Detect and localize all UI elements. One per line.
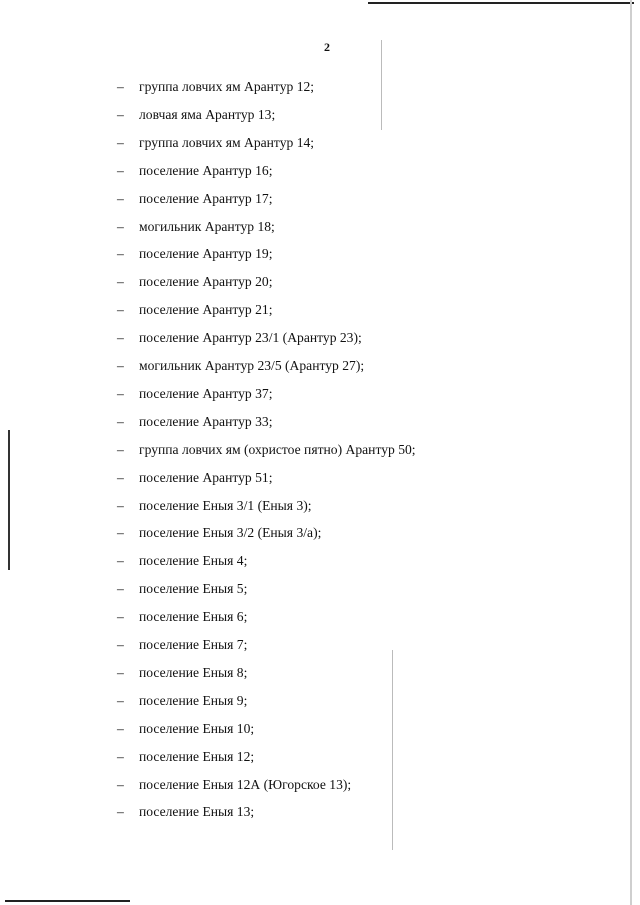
list-item — [117, 160, 537, 182]
list-bullet: – — [117, 637, 124, 652]
list-item-text: поселение Еныя 10; — [139, 720, 255, 736]
list-item — [117, 383, 537, 405]
list-bullet: – — [117, 553, 124, 569]
list-item — [117, 104, 537, 126]
list-bullet: – — [117, 748, 124, 764]
list-item-text: поселение Еныя 9; — [139, 692, 248, 708]
list-item — [117, 662, 537, 684]
list-item-text: поселение Еныя 7; — [139, 637, 248, 652]
list-item-text: поселение Арантур 20; — [139, 274, 273, 290]
list-item-text: поселение Арантур 51; — [139, 469, 273, 485]
list-bullet: – — [117, 413, 124, 429]
list-item — [117, 690, 537, 712]
list-item — [117, 801, 537, 823]
list-bullet: – — [117, 218, 124, 234]
list-item-text: поселение Еныя 3/2 (Еныя 3/а); — [139, 525, 322, 541]
list-item-text: группа ловчих ям Арантур 12; — [139, 79, 315, 94]
list-bullet: – — [117, 776, 124, 792]
list-item-text: могильник Арантур 23/5 (Арантур 27); — [139, 358, 365, 373]
list-bullet: – — [117, 720, 124, 736]
list-item-text: поселение Арантур 16; — [139, 162, 273, 178]
page-number: 2 — [324, 40, 330, 54]
scan-edge-right — [630, 0, 632, 905]
list-bullet: – — [117, 497, 124, 513]
list-bullet: – — [117, 664, 124, 680]
list-item — [117, 467, 537, 489]
list-bullet: – — [117, 302, 124, 318]
list-item — [117, 188, 537, 210]
list-item-text: поселение Арантур 23/1 (Арантур 23); — [139, 330, 362, 346]
list-item — [117, 578, 537, 600]
list-bullet: – — [117, 804, 124, 820]
list-item — [117, 411, 537, 433]
scan-mark-left — [8, 430, 10, 570]
list-bullet: – — [117, 609, 124, 625]
list-item — [117, 439, 537, 461]
list-item-text: поселение Еныя 12; — [139, 748, 255, 764]
list-item — [117, 495, 537, 517]
list-bullet: – — [117, 162, 124, 178]
list-item — [117, 216, 537, 238]
list-item-text: ловчая яма Арантур 13; — [139, 106, 276, 122]
list-item — [117, 718, 537, 740]
scan-line-top — [368, 2, 634, 4]
list-bullet: – — [117, 190, 124, 206]
list-bullet: – — [117, 692, 124, 708]
list-item-text: поселение Арантур 19; — [139, 246, 273, 262]
list-bullet: – — [117, 525, 124, 541]
list-bullet: – — [117, 385, 124, 401]
list-item — [117, 522, 537, 544]
list-item — [117, 132, 537, 154]
list-bullet: – — [117, 581, 124, 597]
scan-line-bottom — [5, 900, 130, 902]
list-item-text: поселение Арантур 21; — [139, 302, 273, 318]
list-item — [117, 271, 537, 293]
list-item — [117, 355, 537, 377]
list-bullet: – — [117, 134, 124, 150]
list-bullet: – — [117, 274, 124, 290]
list-item — [117, 299, 537, 321]
list-item-text: поселение Еныя 4; — [139, 553, 248, 569]
list-item — [117, 327, 537, 349]
list-item-text: поселение Еныя 5; — [139, 581, 248, 597]
list-item-text: поселение Еныя 13; — [139, 804, 255, 820]
list-item-text: поселение Еныя 6; — [139, 609, 248, 625]
list-item-text: поселение Еныя 12А (Югорское 13); — [139, 776, 352, 792]
list-bullet: – — [117, 441, 124, 457]
list-bullet: – — [117, 358, 124, 373]
list-item-text: поселение Еныя 8; — [139, 664, 248, 680]
list-item-text: группа ловчих ям (охристое пятно) Арантур 50; — [139, 441, 416, 457]
list-item-text: поселение Арантур 33; — [139, 413, 273, 429]
list-item-text: поселение Арантур 37; — [139, 385, 273, 401]
list-item-text: могильник Арантур 18; — [139, 218, 275, 234]
list-item — [117, 243, 537, 265]
list-bullet: – — [117, 330, 124, 346]
list-item — [117, 550, 537, 572]
list-item — [117, 634, 537, 656]
list-item-text: группа ловчих ям Арантур 14; — [139, 134, 315, 150]
list-bullet: – — [117, 469, 124, 485]
list-item-text: поселение Арантур 17; — [139, 190, 273, 206]
list-item — [117, 774, 537, 796]
list-item — [117, 76, 537, 98]
list-bullet: – — [117, 79, 124, 94]
list-bullet: – — [117, 246, 124, 262]
list-item — [117, 746, 537, 768]
list-item-text: поселение Еныя 3/1 (Еныя 3); — [139, 497, 312, 513]
list-bullet: – — [117, 106, 124, 122]
list-item — [117, 606, 537, 628]
